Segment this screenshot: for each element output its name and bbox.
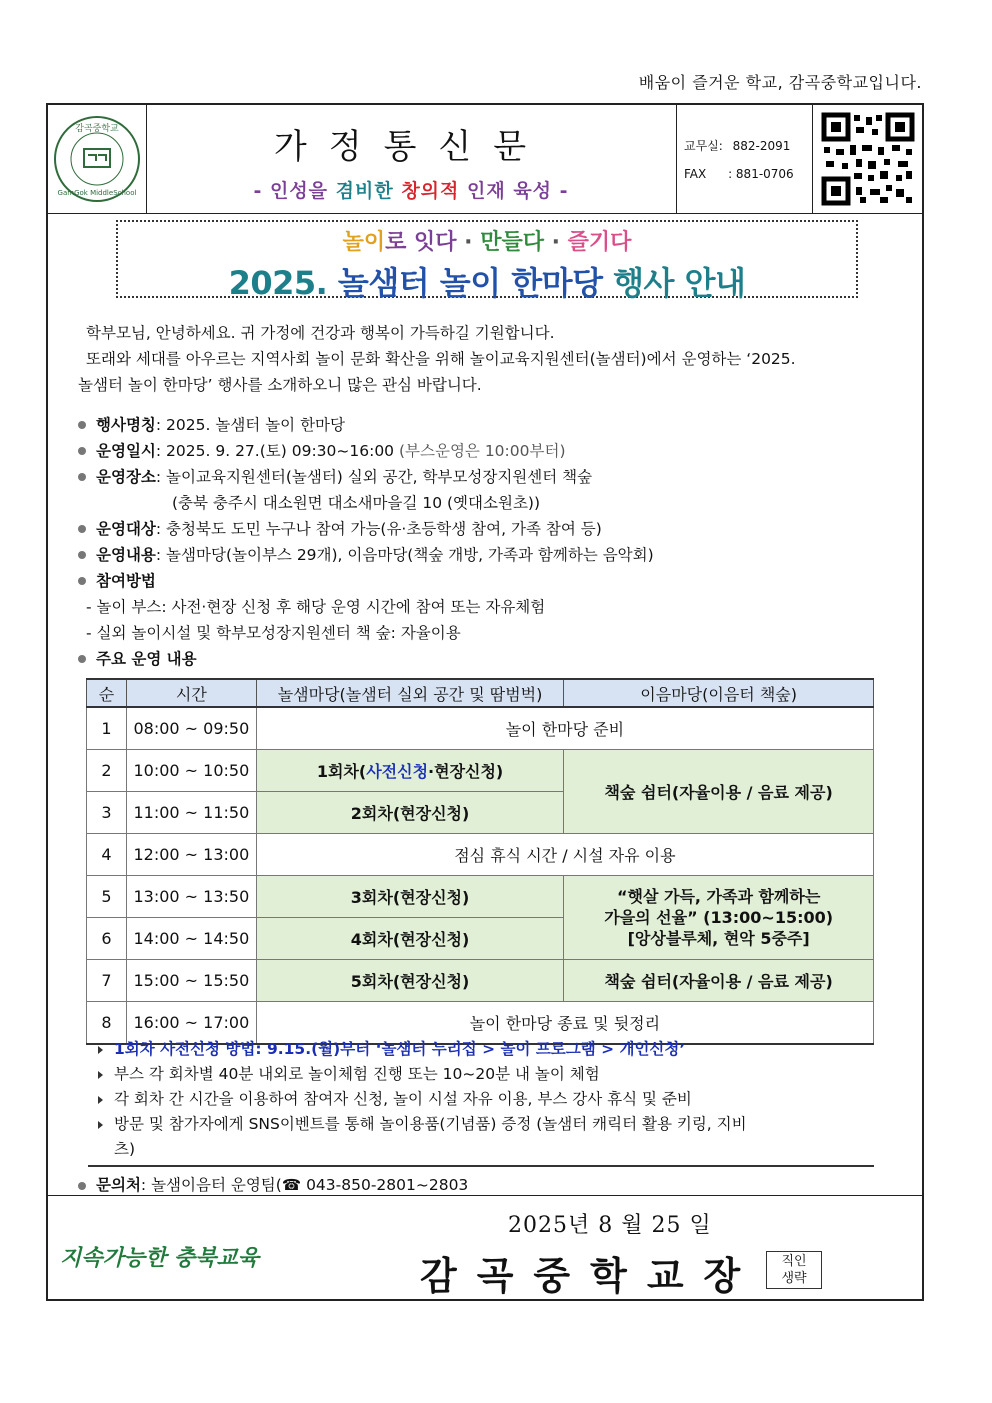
cell-no: 3 <box>87 792 127 834</box>
label: 운영대상 <box>96 520 156 538</box>
footer-divider <box>48 1195 922 1196</box>
method-item: - 실외 놀이시설 및 학부모성장지원센터 책 숲: 자율이용 <box>86 624 461 642</box>
label: 운영일시 <box>96 442 156 460</box>
cell-nolsaem: 2회차(현장신청) <box>256 792 564 834</box>
newsletter-frame <box>46 103 924 1301</box>
triangle-bullet-icon <box>98 1046 103 1054</box>
fax-label: FAX <box>684 167 707 181</box>
col-header: 이음마당(이음터 책숲) <box>564 679 874 707</box>
cell-eum-concert <box>564 876 874 960</box>
contact-row <box>76 1173 468 1195</box>
contact-value: : 놀샘이음터 운영팀(☎ 043-850-2801~2803 <box>140 1176 469 1194</box>
tagline-part: · <box>456 230 481 255</box>
bullet-icon <box>78 421 86 429</box>
table-row <box>87 707 874 750</box>
tagline-part: 놀이 <box>342 230 386 255</box>
event-name-row <box>76 412 906 438</box>
table-row <box>87 750 874 792</box>
col-header: 시간 <box>126 679 256 707</box>
label: 행사명칭 <box>96 416 156 434</box>
newsletter-subtitle <box>146 176 676 203</box>
title-part: 행사 안내 <box>602 264 746 302</box>
official-seal-box <box>766 1251 822 1289</box>
value: : 2025. 놀샘터 놀이 한마당 <box>155 416 345 434</box>
tagline-part: 잇다 <box>414 230 457 255</box>
cell-full: 놀이 한마당 종료 및 뒷정리 <box>256 1002 873 1045</box>
qr-code-icon[interactable] <box>812 105 922 213</box>
triangle-bullet-icon <box>98 1121 103 1129</box>
event-target-row <box>76 516 906 542</box>
triangle-bullet-icon <box>98 1096 103 1104</box>
notes-list <box>88 1037 884 1162</box>
event-details <box>76 412 906 672</box>
cell-time: 08:00 ~ 09:50 <box>126 707 256 750</box>
value: : 2025. 9. 27.(토) 09:30~16:00 <box>155 442 395 460</box>
concert-line: 가을의 선율” (13:00~15:00) <box>604 908 834 927</box>
value: : 놀이교육지원센터(놀샘터) 실외 공간, 학부모성장지원센터 책숲 <box>155 468 593 486</box>
cell-time: 12:00 ~ 13:00 <box>126 834 256 876</box>
cell-time: 14:00 ~ 14:50 <box>126 918 256 960</box>
fax-phone: : 881-0706 <box>728 167 794 181</box>
event-place-row <box>76 464 906 490</box>
cell-time: 16:00 ~ 17:00 <box>126 1002 256 1045</box>
cell-no: 1 <box>87 707 127 750</box>
concert-line: [앙상블루체, 현악 5중주] <box>627 929 810 948</box>
subtitle-part: 겸비한 <box>328 180 402 202</box>
notes-divider <box>88 1165 874 1167</box>
cell-no: 7 <box>87 960 127 1002</box>
label: 운영장소 <box>96 468 156 486</box>
note-text: 부스 각 회차별 40분 내외로 놀이체험 진행 또는 10~20분 내 놀이 체험 <box>114 1065 600 1083</box>
col-header: 순 <box>87 679 127 707</box>
schedule-table <box>86 678 874 1045</box>
event-date-row <box>76 438 906 464</box>
school-logo-icon <box>48 105 146 213</box>
intro-line: 학부모님, 안녕하세요. 귀 가정에 건강과 행복이 가득하길 기원합니다. <box>86 324 555 342</box>
bullet-icon <box>78 577 86 585</box>
note-item-continued: 츠) <box>114 1140 136 1158</box>
table-row <box>87 876 874 918</box>
intro-line: 또래와 세대를 아우르는 지역사회 놀이 문화 확산을 위해 놀이교육지원센터(놀샘터)에서 운영하는 ‘2025. <box>86 350 796 368</box>
tagline-part: · <box>543 230 568 255</box>
subtitle-part: - <box>253 180 270 202</box>
col-header: 놀샘마당(놀샘터 실외 공간 및 땀범벅) <box>256 679 564 707</box>
principal-signature: 감곡중학교장 <box>420 1254 761 1298</box>
slogan-text: 지속가능한 충북교육 <box>60 1246 259 1271</box>
note-item <box>88 1087 884 1112</box>
cell-eum: 책숲 쉼터(자율이용 / 음료 제공) <box>564 750 874 834</box>
title-part: 2025. <box>228 264 338 302</box>
logo-text-bottom: GamGok MiddleSchool <box>57 189 137 197</box>
bullet-icon <box>78 447 86 455</box>
newsletter-header <box>48 105 922 214</box>
preregister-text: 사전신청 <box>366 762 429 781</box>
method-item: - 놀이 부스: 사전·현장 신청 후 해당 운영 시간에 참여 또는 자유체험 <box>86 598 546 616</box>
office-phone: 882-2091 <box>732 139 791 153</box>
office-phone-row <box>684 137 790 154</box>
cell-no: 4 <box>87 834 127 876</box>
qr-cell <box>812 105 922 213</box>
session-text: ·현장신청) <box>428 762 504 781</box>
bullet-icon <box>78 525 86 533</box>
bullet-icon <box>78 1182 86 1190</box>
title-cell <box>146 105 677 213</box>
event-banner <box>116 220 858 302</box>
cell-no: 2 <box>87 750 127 792</box>
contact-label: 문의처 <box>96 1176 141 1194</box>
cell-full: 놀이 한마당 준비 <box>256 707 873 750</box>
tagline-part: 만들다 <box>480 230 544 255</box>
bullet-icon <box>78 473 86 481</box>
schedule-heading-row <box>76 646 906 672</box>
value: : 충청북도 도민 누구나 참여 가능(유·초등학생 참여, 가족 참여 등) <box>155 520 602 538</box>
table-header-row <box>87 679 874 707</box>
subtitle-part: 인재 육성 - <box>459 180 569 202</box>
tagline-part: 로 <box>385 230 414 255</box>
slogan-logo <box>56 1217 316 1283</box>
banner-title <box>118 258 856 304</box>
cell-eum: 책숲 쉼터(자율이용 / 음료 제공) <box>564 960 874 1002</box>
value: : 놀샘마당(놀이부스 29개), 이음마당(책숲 개방, 가족과 함께하는 음악회) <box>155 546 654 564</box>
label: 주요 운영 내용 <box>96 650 197 668</box>
intro-line: 놀샘터 놀이 한마당’ 행사를 소개하오니 많은 관심 바랍니다. <box>78 376 482 394</box>
note-item <box>88 1037 884 1062</box>
cell-no: 5 <box>87 876 127 918</box>
chungbuk-education-logo <box>56 1217 316 1283</box>
concert-line: “햇살 가득, 가족과 함께하는 <box>616 887 821 906</box>
triangle-bullet-icon <box>98 1071 103 1079</box>
note-text: 1회차 사전신청 방법: 9.15.(월)부터 ‘놀샘터 누리집 > 놀이 프로그램 > 개인신청’ <box>114 1040 686 1058</box>
issue-date: 2025년 8 월 25 일 <box>508 1213 712 1238</box>
table-row <box>87 960 874 1002</box>
tagline-part: 즐기다 <box>567 230 632 255</box>
cell-nolsaem: 3회차(현장신청) <box>256 876 564 918</box>
subtitle-part: 인성을 <box>269 180 329 202</box>
date-note: (부스운영은 10:00부터) <box>398 442 566 460</box>
logo-text-top: 감곡중학교 <box>75 124 119 134</box>
note-text: 각 회차 간 시간을 이용하여 참여자 신청, 놀이 시설 자유 이용, 부스 강사 휴식 및 준비 <box>114 1090 692 1108</box>
cell-full: 점심 휴식 시간 / 시설 자유 이용 <box>256 834 873 876</box>
cell-no: 8 <box>87 1002 127 1045</box>
cell-time: 13:00 ~ 13:50 <box>126 876 256 918</box>
cell-time: 10:00 ~ 10:50 <box>126 750 256 792</box>
label: 참여방법 <box>96 572 156 590</box>
subtitle-part: 창의적 <box>401 180 460 202</box>
cell-nolsaem: 4회차(현장신청) <box>256 918 564 960</box>
seal-line: 생략 <box>781 1271 807 1286</box>
school-motto: 배움이 즐거운 학교, 감곡중학교입니다. <box>638 73 922 92</box>
cell-no: 6 <box>87 918 127 960</box>
session-text: 1회차( <box>316 762 367 781</box>
bullet-icon <box>78 655 86 663</box>
note-text: 방문 및 참가자에게 SNS이벤트를 통해 놀이용품(기념품) 증정 (놀샘터 캐릭터 활용 키링, 지비 <box>114 1115 747 1133</box>
event-method-row <box>76 568 906 594</box>
newsletter-title: 가정통신문 <box>273 127 549 167</box>
school-logo-cell <box>48 105 147 213</box>
event-address-row: (충북 충주시 대소원면 대소새마을길 10 (옛대소원초)) <box>172 494 541 512</box>
cell-nolsaem <box>256 750 564 792</box>
banner-tagline <box>118 225 856 256</box>
cell-nolsaem: 5회차(현장신청) <box>256 960 564 1002</box>
cell-time: 11:00 ~ 11:50 <box>126 792 256 834</box>
event-content-row <box>76 542 906 568</box>
title-part: 놀샘터 놀이 한마당 <box>337 264 603 302</box>
seal-line: 직인 <box>781 1254 807 1269</box>
table-row <box>87 834 874 876</box>
note-item <box>88 1062 884 1087</box>
fax-row <box>684 167 794 181</box>
note-item <box>88 1112 884 1137</box>
intro-text <box>78 320 908 398</box>
bullet-icon <box>78 551 86 559</box>
cell-time: 15:00 ~ 15:50 <box>126 960 256 1002</box>
office-label: 교무실: <box>684 139 723 153</box>
contact-info-cell <box>676 105 813 213</box>
label: 운영내용 <box>96 546 156 564</box>
